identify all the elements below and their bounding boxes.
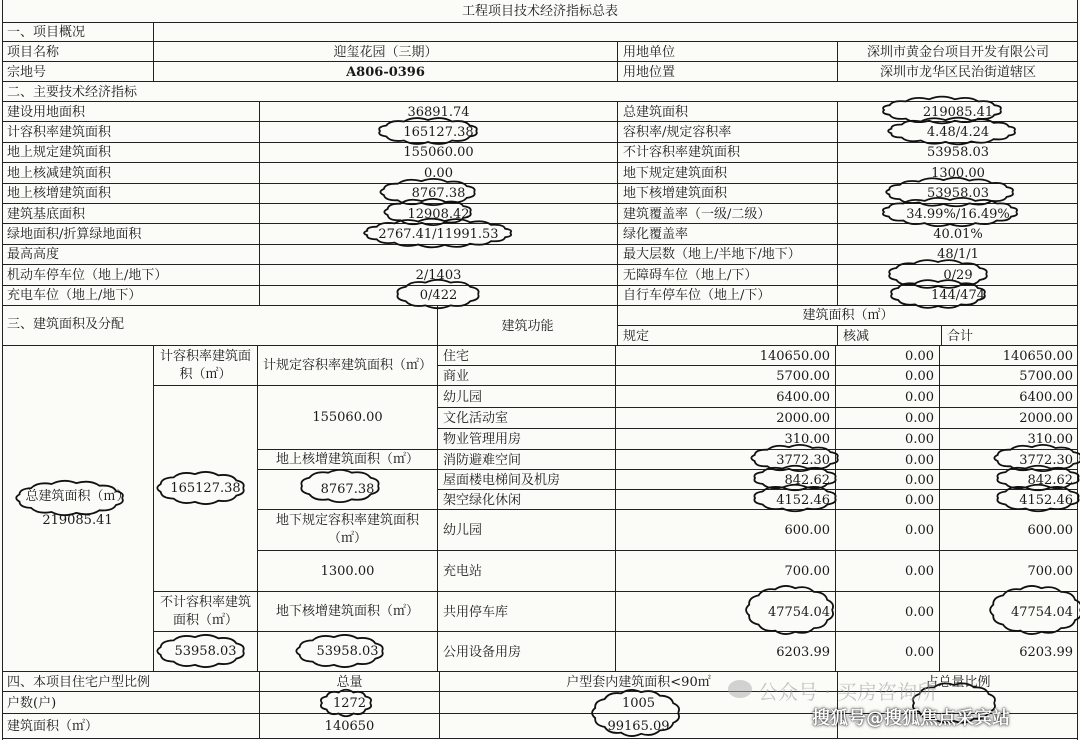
reduced-area: 0.00 <box>836 551 940 592</box>
reduced-area: 0.00 <box>836 386 940 408</box>
households-small: 1005 <box>440 692 838 714</box>
indicator-right-value: 34.99%/16.49% <box>906 206 1010 222</box>
indicator-right-label: 建筑覆盖率（一级/二级） <box>618 204 838 224</box>
function-name: 充电站 <box>438 551 616 592</box>
reduced-area: 0.00 <box>836 366 940 386</box>
function-row <box>438 509 1078 551</box>
indicator-left-label: 地上核减建筑面积 <box>2 163 260 183</box>
under-reg-value: 1300.00 <box>258 550 438 591</box>
area-small: 99165.09 <box>440 714 838 738</box>
function-row <box>438 428 1078 450</box>
project-name-value: 迎玺花园（三期） <box>154 42 618 62</box>
indicator-left-value: 36891.74 <box>260 102 618 122</box>
indicator-left-value: 2/1403 <box>260 265 618 285</box>
indicator-row <box>2 244 1078 265</box>
indicator-right-value: 1300.00 <box>931 165 985 181</box>
total-area: 310.00 <box>1027 432 1073 447</box>
function-row <box>438 469 1078 490</box>
reduced-area: 0.00 <box>836 592 940 632</box>
indicator-right-label: 地下核增建筑面积 <box>618 184 838 204</box>
parcel-label: 宗地号 <box>2 62 154 82</box>
indicator-left-value: 0.00 <box>260 163 618 183</box>
parcel-row <box>2 61 1078 82</box>
sheet-title: 工程项目技术经济指标总表 <box>461 3 618 19</box>
total-area: 140650.00 <box>1002 348 1073 364</box>
section2-heading-row <box>2 81 1078 102</box>
total-area: 3772.30 <box>1019 452 1073 468</box>
section1-heading-row <box>2 22 1078 42</box>
under-reg-label: 地下规定容积率建筑面积（㎡） <box>258 509 438 550</box>
function-name: 商业 <box>438 366 616 386</box>
wechat-watermark: 公众号 · 买房咨询所 <box>758 680 938 704</box>
total-area: 600.00 <box>1027 523 1073 538</box>
regulated-area: 5700.00 <box>616 366 836 386</box>
indicator-right-label: 地下规定建筑面积 <box>618 163 838 183</box>
indicator-right-label: 不计容积率建筑面积 <box>618 143 838 163</box>
function-name: 消防避难空间 <box>438 450 616 470</box>
total-area: 6400.00 <box>1019 389 1073 405</box>
total-area: 47754.04 <box>1010 604 1073 620</box>
indicator-right-label: 总建筑面积 <box>618 102 838 122</box>
total-area: 842.62 <box>1027 472 1073 488</box>
indicator-left-value: 12908.42 <box>260 204 618 224</box>
land-location-label: 用地位置 <box>618 62 838 82</box>
function-row <box>438 591 1078 632</box>
indicator-left-label: 充电车位（地上/地下） <box>2 286 260 306</box>
function-row <box>438 631 1078 672</box>
bj-area-value: 53958.03 <box>154 631 258 671</box>
area-label: 建筑面积（㎡） <box>2 714 260 738</box>
indicator-row <box>2 264 1078 285</box>
indicator-right-value: 4.48/4.24 <box>926 125 990 141</box>
indicator-left-value: 165127.38 <box>260 122 618 142</box>
jr-reg-label: 计规定容积率建筑面积（㎡） <box>258 345 438 385</box>
function-row <box>438 407 1078 429</box>
total-area-cell <box>2 345 154 671</box>
function-row <box>438 345 1078 366</box>
indicator-right-value: 53958.03 <box>926 186 990 202</box>
indicator-left-value <box>260 245 618 265</box>
indicator-right-value: 0/29 <box>943 267 973 283</box>
indicator-right-label: 无障碍车位（地上/下） <box>618 265 838 285</box>
indicator-left-value: 8767.38 <box>260 184 618 204</box>
reduced-area: 0.00 <box>836 429 940 450</box>
sub-header-regulated: 规定 <box>618 326 838 346</box>
indicator-right-label: 绿化覆盖率 <box>618 224 838 244</box>
indicator-right-label: 自行车停车位（地上/下） <box>618 286 838 306</box>
above-add-value: 8767.38 <box>258 469 438 509</box>
indicator-left-value: 2767.41/11991.53 <box>260 224 618 244</box>
section1-heading: 一、项目概况 <box>2 23 154 42</box>
function-row <box>438 550 1078 592</box>
regulated-area: 2000.00 <box>616 408 836 429</box>
function-name: 物业管理用房 <box>438 429 616 450</box>
under-add-label: 地下核增建筑面积（㎡） <box>258 591 438 631</box>
indicator-left-label: 建筑基底面积 <box>2 204 260 224</box>
reduced-area: 0.00 <box>836 346 940 366</box>
regulated-area: 600.00 <box>616 510 836 551</box>
indicator-right-label: 最大层数（地上/半地下/地下） <box>618 245 838 265</box>
indicator-left-label: 最高高度 <box>2 245 260 265</box>
indicator-left-label: 地上规定建筑面积 <box>2 143 260 163</box>
project-name-label: 项目名称 <box>2 42 154 62</box>
title-row <box>2 0 1078 22</box>
households-total: 1272 <box>260 692 440 714</box>
indicator-right-value: 48/1/1 <box>937 247 979 263</box>
indicator-row <box>2 203 1078 224</box>
indicator-left-label: 计容积率建筑面积 <box>2 122 260 142</box>
sohu-watermark: 搜狐号@搜狐焦点采宾站 <box>812 708 1010 729</box>
function-header: 建筑功能 <box>438 306 618 346</box>
function-name: 公用设备用房 <box>438 632 616 672</box>
indicator-row <box>2 223 1078 244</box>
jr-reg-value: 155060.00 <box>258 385 438 449</box>
regulated-area: 47754.04 <box>616 592 836 632</box>
households-label: 户数(户) <box>2 692 260 714</box>
project-name-row <box>2 41 1078 62</box>
indicator-left-label: 绿地面积/折算绿地面积 <box>2 224 260 244</box>
total-area: 5700.00 <box>1019 368 1073 384</box>
function-name: 幼儿园 <box>438 510 616 551</box>
sub-header-reduced: 核减 <box>838 326 942 346</box>
reduced-area: 0.00 <box>836 470 940 490</box>
indicator-right-value: 40.01% <box>933 227 983 243</box>
indicator-row <box>2 162 1078 183</box>
reduced-area: 0.00 <box>836 490 940 510</box>
indicator-left-value: 155060.00 <box>260 143 618 163</box>
regulated-area: 140650.00 <box>616 346 836 366</box>
area-total: 140650 <box>260 714 440 738</box>
reduced-area: 0.00 <box>836 632 940 672</box>
indicator-right-value: 219085.41 <box>922 104 994 120</box>
regulated-area: 3772.30 <box>616 450 836 470</box>
function-row <box>438 385 1078 408</box>
function-row <box>438 449 1078 470</box>
indicator-row <box>2 121 1078 142</box>
indicator-right-value: 144/474 <box>930 288 985 304</box>
land-location-value: 深圳市龙华区民治街道辖区 <box>879 64 1036 80</box>
regulated-area: 6400.00 <box>616 386 836 408</box>
under-add-value: 53958.03 <box>258 631 438 671</box>
indicator-left-label: 地上核增建筑面积 <box>2 184 260 204</box>
blank-cell <box>154 23 1078 42</box>
above-add-label: 地上核增建筑面积（㎡） <box>258 449 438 469</box>
total-area-label: 总建筑面积（㎡） <box>25 488 130 504</box>
section3-heading: 三、建筑面积及分配 <box>2 306 438 346</box>
function-name: 住宅 <box>438 346 616 366</box>
sub-header-total: 合计 <box>947 328 974 344</box>
function-name: 文化活动室 <box>438 408 616 429</box>
col-ratio-header: 占总量比例 <box>925 674 991 690</box>
indicator-left-label: 机动车停车位（地上/地下） <box>2 265 260 285</box>
reduced-area: 0.00 <box>836 510 940 551</box>
regulated-area: 4152.46 <box>616 490 836 510</box>
indicator-right-value: 53958.03 <box>926 145 990 161</box>
total-area: 700.00 <box>1027 564 1073 579</box>
function-row <box>438 365 1078 386</box>
total-area-value: 219085.41 <box>42 512 113 528</box>
jr-area-value: 165127.38 <box>154 385 258 591</box>
function-row <box>438 489 1078 510</box>
function-name: 架空绿化休闲 <box>438 490 616 510</box>
indicator-row <box>2 285 1078 306</box>
total-area: 2000.00 <box>1019 411 1073 426</box>
bj-area-label: 不计容积率建筑面积（㎡） <box>154 591 258 631</box>
indicator-row <box>2 142 1078 163</box>
function-name: 幼儿园 <box>438 386 616 408</box>
col-total-header: 总量 <box>260 672 440 692</box>
regulated-area: 6203.99 <box>616 632 836 672</box>
indicator-right-label: 容积率/规定容积率 <box>618 122 838 142</box>
section3-header-row <box>2 305 1078 346</box>
section2-heading: 二、主要技术经济指标 <box>7 84 138 100</box>
parcel-value: A806-0396 <box>154 62 618 82</box>
function-name: 共用停车库 <box>438 592 616 632</box>
land-unit-value: 深圳市黄金台项目开发有限公司 <box>866 44 1049 60</box>
indicator-row <box>2 101 1078 122</box>
section4-heading: 四、本项目住宅户型比例 <box>2 672 260 692</box>
reduced-area: 0.00 <box>836 408 940 429</box>
regulated-area: 310.00 <box>616 429 836 450</box>
reduced-area: 0.00 <box>836 450 940 470</box>
function-name: 屋面楼电梯间及机房 <box>438 470 616 490</box>
col-small-header: 户型套内建筑面积<90㎡ <box>440 672 838 692</box>
jr-area-label: 计容积率建筑面积（㎡） <box>154 345 258 385</box>
land-unit-label: 用地单位 <box>618 42 838 62</box>
indicator-row <box>2 183 1078 204</box>
total-area: 6203.99 <box>1019 644 1073 660</box>
wechat-icon <box>728 680 752 698</box>
regulated-area: 700.00 <box>616 551 836 592</box>
table-bottom-border <box>2 738 1078 739</box>
area-header: 建筑面积（㎡） <box>618 306 1078 326</box>
indicator-left-label: 建设用地面积 <box>2 102 260 122</box>
indicator-left-value: 0/422 <box>260 286 618 306</box>
total-area: 4152.46 <box>1019 492 1073 508</box>
regulated-area: 842.62 <box>616 470 836 490</box>
